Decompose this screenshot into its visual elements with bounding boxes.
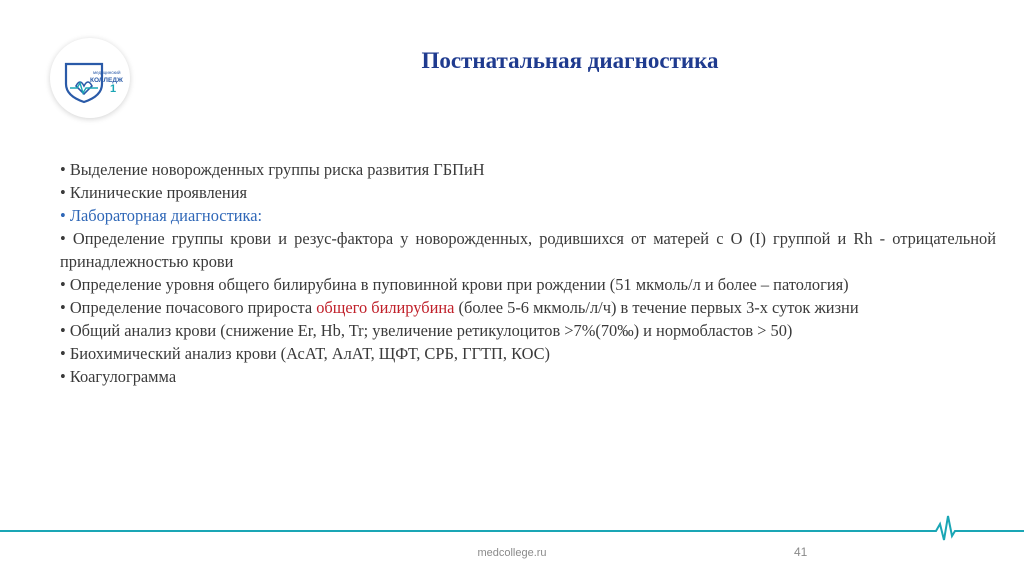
- footer-site: medcollege.ru: [477, 547, 547, 559]
- bullet-item: • Определение уровня общего билирубина в пуповинной крови при рождении (51 мкмоль/л и более – патология): [60, 275, 849, 294]
- highlighted-term: общего билирубина: [316, 298, 455, 317]
- bullet-text: • Определение почасового прироста: [60, 298, 317, 317]
- slide-title: Постнатальная диагностика: [421, 48, 719, 73]
- bullet-item: • Биохимический анализ крови (АсАТ, АлАТ, ЩФТ, СРБ, ГГТП, КОС): [60, 344, 551, 363]
- logo-college-text: КОЛЛЕДЖ: [90, 77, 123, 84]
- bullet-item: • Общий анализ крови (снижение Er, Hb, Tr; увеличение ретикулоцитов >7%(70‰) и нормобластов > 50): [60, 321, 793, 340]
- bullet-item: • Клинические проявления: [60, 183, 248, 202]
- bullet-text: (более 5-6 мкмоль/л/ч) в течение первых 3-х суток жизни: [454, 298, 859, 317]
- bullet-item: • Выделение новорожденных группы риска развития ГБПиН: [60, 160, 485, 179]
- bullet-item-highlight: • Лабораторная диагностика:: [60, 206, 263, 225]
- bullet-item: • Коагулограмма: [60, 367, 177, 386]
- page-number: 41: [794, 545, 808, 559]
- logo-number: 1: [110, 83, 117, 95]
- bullet-item: • Определение группы крови и резус-фактора у новорожденных, родившихся от матерей с О (I) группой и Rh - отрицательной принадлежностью крови: [60, 229, 996, 271]
- logo-small-text: медицинский: [93, 70, 121, 75]
